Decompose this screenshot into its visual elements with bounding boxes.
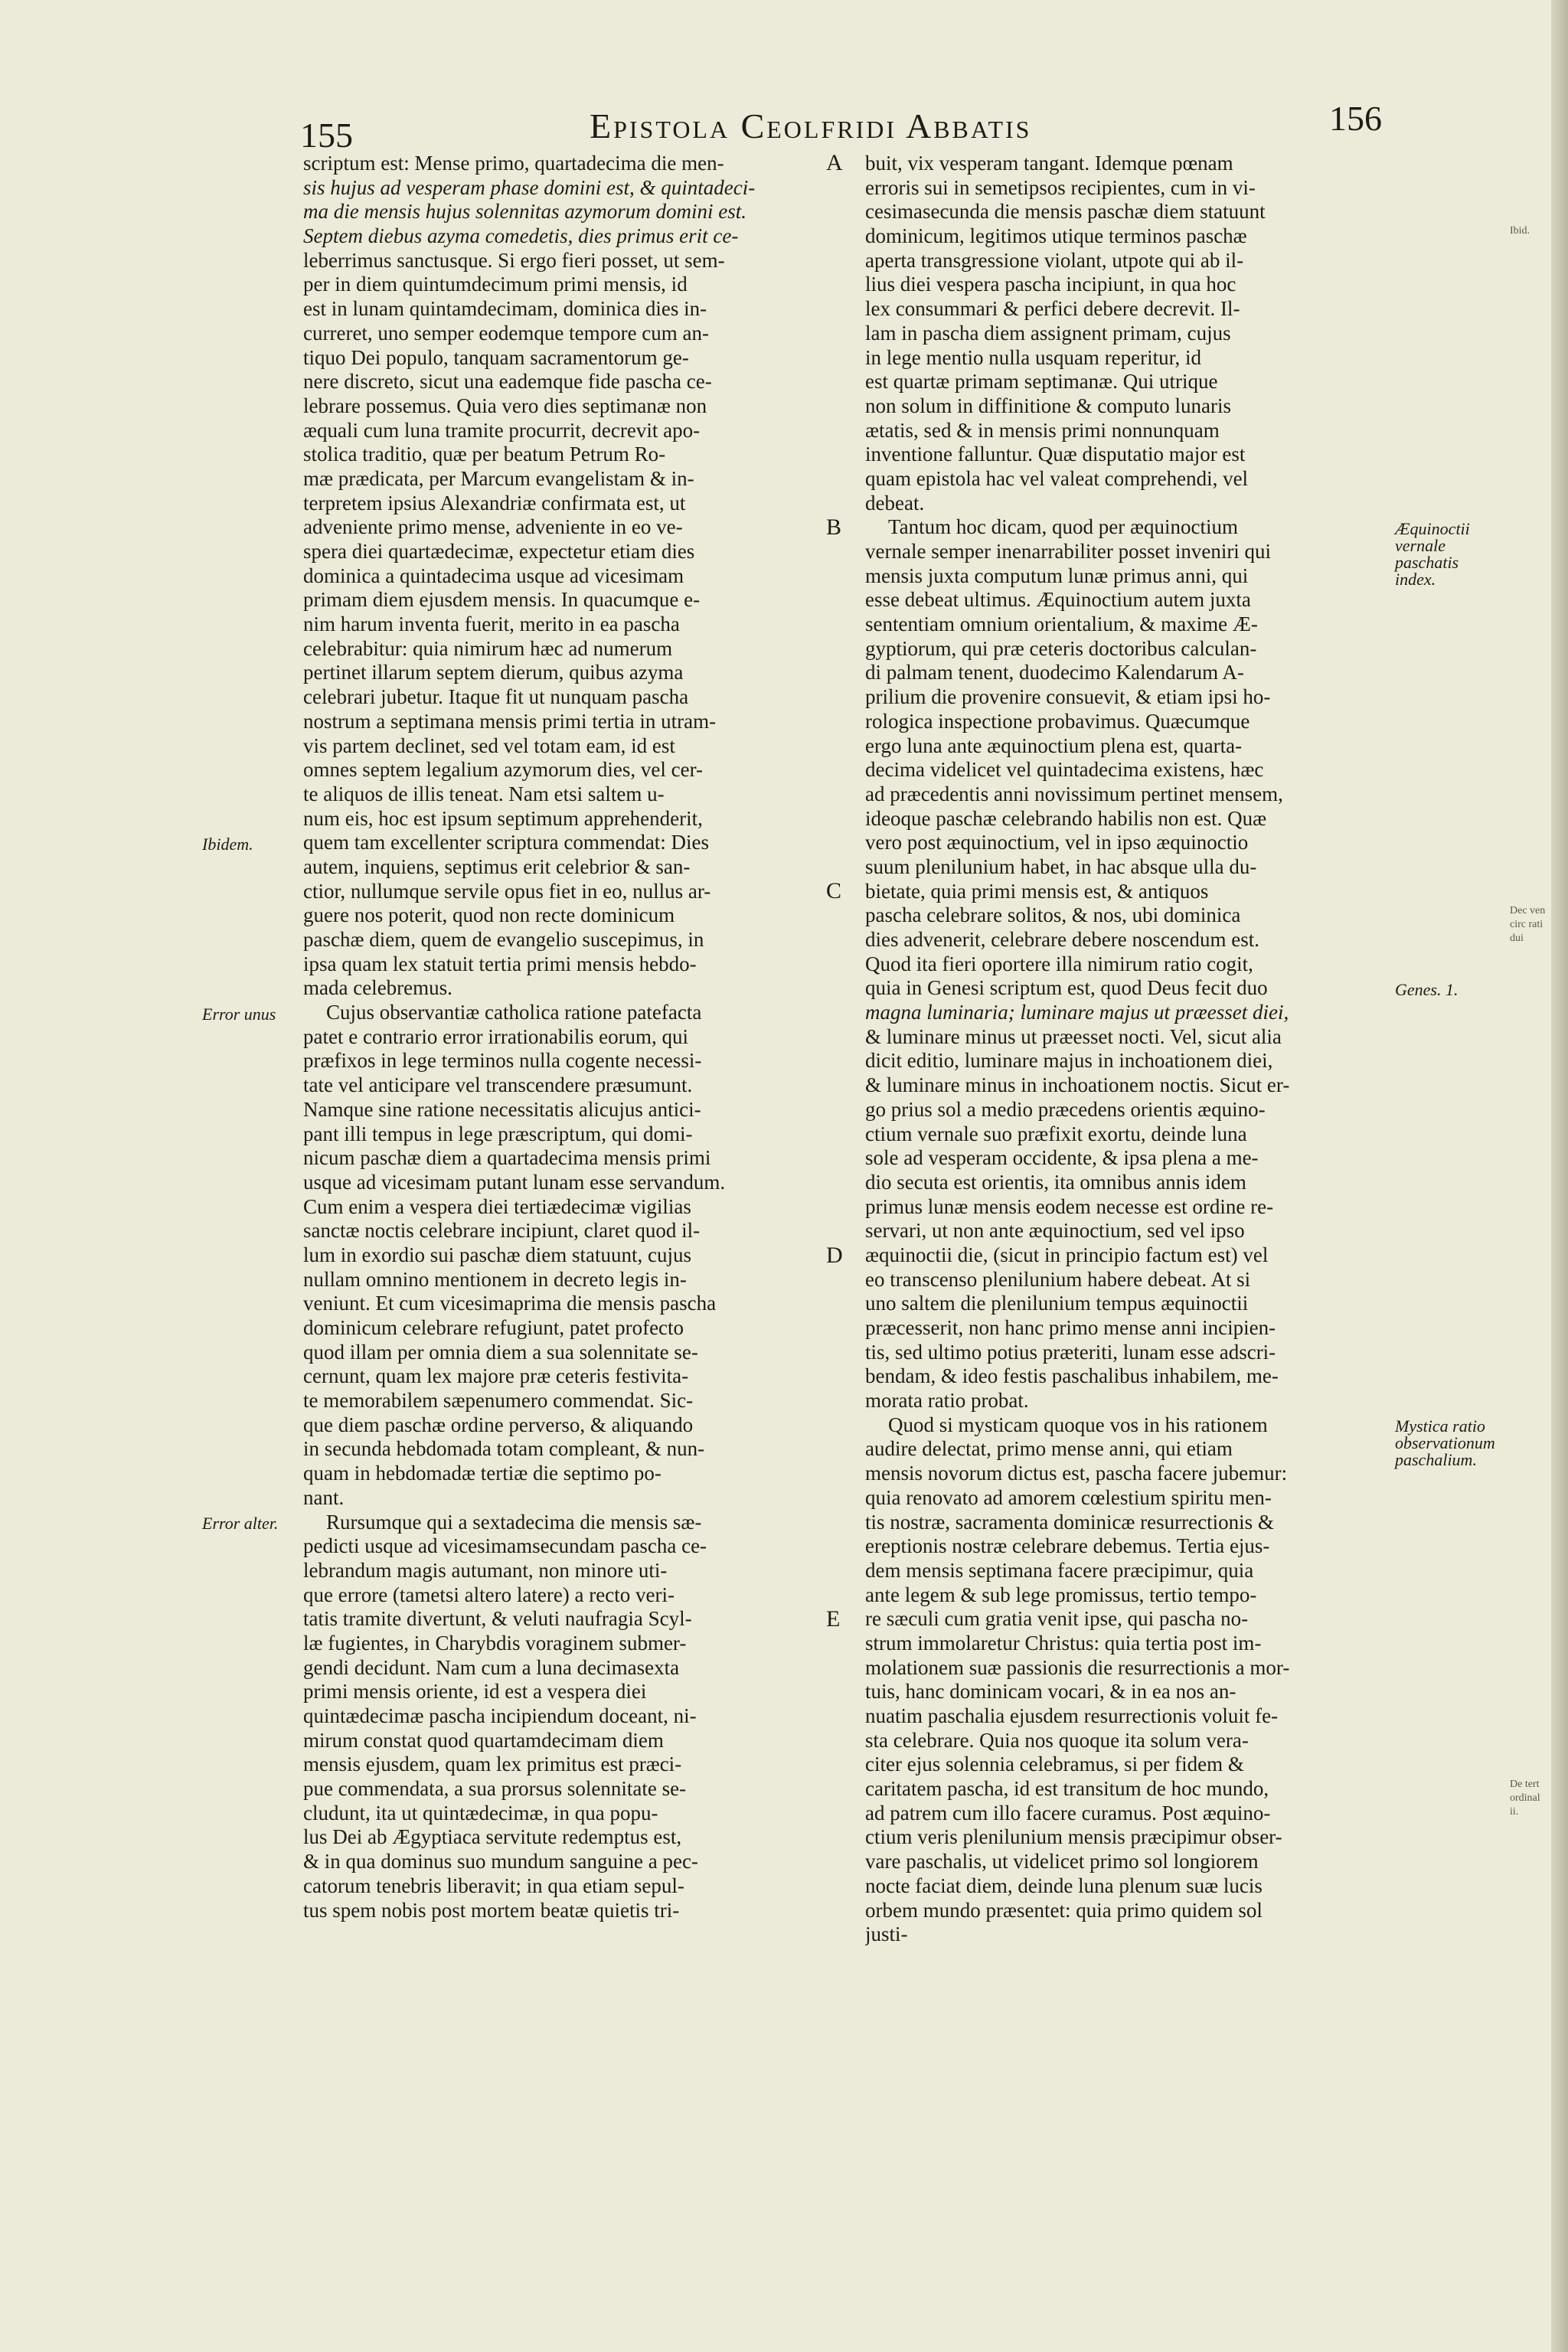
- text-line: quia in Genesi scriptum est, quod Deus fecit duo: [865, 976, 1268, 1000]
- text-line: tate vel anticipare vel transcendere præsumunt.: [303, 1073, 693, 1097]
- text-line: nant.: [303, 1485, 345, 1509]
- text-line: aperta transgressione violant, utpote qui ab il-: [865, 248, 1244, 272]
- text-line: præfixos in lege terminos nulla cogente necessi-: [303, 1049, 702, 1073]
- right-text-column: [865, 152, 1401, 1947]
- text-line: citer ejus solennia celebramus, si per fidem &: [865, 1753, 1244, 1776]
- running-title: Epistola Ceolfridi Abbatis: [590, 106, 1032, 145]
- text-line: lebrandum magis autumant, non minore uti-: [303, 1558, 668, 1582]
- text-line: pertinet illarum septem dierum, quibus azyma: [303, 661, 684, 684]
- text-line: veniunt. Et cum vicesimaprima die mensis pascha: [303, 1292, 717, 1315]
- text-line: nicum paschæ diem a quartadecima mensis primi: [303, 1146, 711, 1170]
- text-line: omnes septem legalium azymorum dies, vel cer-: [303, 758, 704, 782]
- right-margin-note: Genes. 1.: [1395, 979, 1459, 999]
- text-line: ctium veris plenilunium mensis præcipimur obser-: [865, 1825, 1282, 1849]
- text-line: adveniente primo mense, adveniente in eo ve-: [303, 515, 683, 539]
- text-line: servari, ut non ante æquinoctium, sed vel ipso: [865, 1219, 1245, 1243]
- text-line: & luminare minus in inchoationem noctis. Sicut er-: [865, 1073, 1290, 1097]
- text-line: nocte faciat diem, deinde luna plenum suæ lucis: [865, 1873, 1263, 1897]
- text-line: orbem mundo præsentet: quia primo quidem sol: [865, 1898, 1263, 1922]
- text-line: guere nos poterit, quod non recte dominicum: [303, 903, 675, 927]
- text-line: num eis, hoc est ipsum septimum apprehenderit,: [303, 806, 703, 830]
- text-line: catorum tenebris liberavit; in qua etiam sepul-: [303, 1873, 684, 1897]
- text-line: re sæculi cum gratia venit ipse, qui pascha no-: [865, 1607, 1249, 1631]
- text-line: quintædecimæ pascha incipiendum doceant, ni-: [303, 1704, 697, 1727]
- text-line: lebrare possemus. Quia vero dies septimanæ non: [303, 394, 707, 417]
- text-line: quam in hebdomadæ tertiæ die septimo po-: [303, 1462, 662, 1485]
- text-line: est quartæ primam septimanæ. Qui utrique: [865, 370, 1218, 394]
- text-line: pant illi tempus in lege præscriptum, qui domi-: [303, 1122, 693, 1145]
- text-line: stolica traditio, quæ per beatum Petrum Ro-: [303, 443, 666, 466]
- text-line: vero post æquinoctium, vel in ipso æquinoctio: [865, 831, 1249, 854]
- section-letter: B: [826, 514, 842, 540]
- text-line: tis nostræ, sacramenta dominicæ resurrectionis &: [865, 1510, 1274, 1534]
- text-line: lum in exordio sui paschæ diem statuunt, cujus: [303, 1243, 691, 1266]
- text-line: prilium die provenire consuevit, & etiam ipsi ho-: [865, 685, 1271, 709]
- right-margin-note: Æquinoctii vernale paschatis index.: [1395, 518, 1470, 589]
- text-line: eo transcenso plenilunium habere debeat. At si: [865, 1267, 1251, 1291]
- text-line: cernunt, quam lex majore præ ceteris festivita-: [303, 1364, 689, 1388]
- text-line: nim harum inventa fuerit, merito in ea pascha: [303, 612, 680, 636]
- text-line: te memorabilem sæpenumero commendat. Sic-: [303, 1389, 694, 1413]
- text-line: di palmam tenent, duodecimo Kalendarum A-: [865, 661, 1244, 684]
- text-line: per in diem quintumdecimum primi mensis, id: [303, 273, 688, 296]
- text-line: spera diei quartædecimæ, expectetur etiam dies: [303, 540, 695, 563]
- text-line: æquinoctii die, (sicut in principio factum est) vel: [865, 1243, 1269, 1266]
- right-page-number: 156: [1329, 99, 1382, 138]
- text-line: æquali cum luna tramite procurrit, decrevit apo-: [303, 418, 701, 442]
- text-line: bietate, quia primi mensis est, & antiquos: [865, 879, 1209, 903]
- text-line: lex consummari & perfici debere decrevit. Il-: [865, 297, 1240, 321]
- text-line: te aliquos de illis teneat. Nam etsi saltem u-: [303, 782, 665, 805]
- text-line: est in lunam quintamdecimam, dominica dies in-: [303, 297, 707, 321]
- text-line: esse debeat ultimus. Æquinoctium autem juxta: [865, 588, 1251, 612]
- text-line: que errore (tametsi altero latere) a recto veri-: [303, 1583, 675, 1606]
- text-line: non solum in diffinitione & computo lunaris: [865, 394, 1231, 417]
- text-line: mensis ejusdem, quam lex primitus est præci-: [303, 1753, 682, 1776]
- left-text-column: [303, 152, 827, 1922]
- text-line: dicit editio, luminare majus in inchoationem diei,: [865, 1049, 1273, 1073]
- text-line: autem, inquiens, septimus erit celebrior & san-: [303, 854, 691, 878]
- text-line: cesimasecunda die mensis paschæ diem statuunt: [865, 200, 1266, 224]
- text-line: ideoque paschæ celebrando habilis non est. Quæ: [865, 806, 1267, 830]
- right-margin-note: Mystica ratio observationum paschalium.: [1395, 1416, 1495, 1470]
- text-line: sententiam omnium orientalium, & maxime Æ-: [865, 612, 1258, 636]
- text-line: scriptum est: Mense primo, quartadecima die men-: [303, 152, 724, 175]
- text-line: terpretem ipsius Alexandriæ confirmata est, ut: [303, 491, 686, 514]
- gutter-fragment: De tert ordinal ii.: [1510, 1778, 1540, 1818]
- section-letter: C: [826, 878, 842, 903]
- text-line: patet e contrario error irrationabilis eorum, qui: [303, 1024, 689, 1048]
- text-line: vare paschalis, ut videlicet primo sol longiorem: [865, 1850, 1259, 1873]
- text-line: nostrum a septimana mensis primi tertia in utram-: [303, 709, 717, 733]
- gutter-fragment: Dec ven circ rati dui: [1510, 904, 1546, 944]
- page-edge: [1551, 0, 1568, 2352]
- text-line: mæ prædicata, per Marcum evangelistam & in-: [303, 466, 694, 490]
- text-line: tatis tramite divertunt, & veluti naufragia Scyl-: [303, 1607, 692, 1631]
- text-line: tis, sed ultimo potius præteriti, lunam esse adscri-: [865, 1340, 1276, 1364]
- text-line: suum plenilunium habet, in hac absque ulla du-: [865, 854, 1257, 878]
- text-line: primam diem ejusdem mensis. In quacumque e-: [303, 588, 701, 612]
- text-line: Tantum hoc dicam, quod per æquinoctium: [888, 515, 1239, 539]
- text-line: ereptionis nostræ celebrare debemus. Tertia ejus-: [865, 1534, 1270, 1558]
- text-line: justi-: [865, 1922, 908, 1946]
- text-line: ipsa quam lex statuit tertia primi mensis hebdo-: [303, 952, 697, 975]
- gutter-fragment: Ibid.: [1510, 225, 1530, 237]
- text-line: in lege mentio nulla usquam reperitur, id: [865, 345, 1202, 369]
- text-line: ergo luna ante æquinoctium plena est, quarta-: [865, 733, 1243, 757]
- text-line: strum immolaretur Christus: quia tertia post im-: [865, 1631, 1262, 1655]
- text-line: bendam, & ideo festis paschalibus inhabilem, me-: [865, 1364, 1279, 1388]
- text-line: pascha celebrare solitos, & nos, ubi dominica: [865, 903, 1241, 927]
- text-line: nullam omnino mentionem in decreto legis in-: [303, 1267, 687, 1291]
- text-line: in secunda hebdomada totam compleant, & nun-: [303, 1437, 705, 1461]
- text-line: Namque sine ratione necessitatis alicujus antici-: [303, 1097, 701, 1121]
- text-line: leberrimus sanctusque. Si ergo fieri posset, ut sem-: [303, 248, 725, 272]
- text-line: pue commendata, a sua prorsus solennitate se-: [303, 1777, 687, 1801]
- left-page-number: 155: [300, 116, 353, 155]
- text-line: dominicum, legitimos utique terminos paschæ: [865, 224, 1247, 248]
- text-line: dominicum celebrare refugiunt, patet profecto: [303, 1316, 684, 1339]
- text-line: vernale semper inenarrabiliter posset inveniri qui: [865, 540, 1272, 563]
- text-line: Cujus observantiæ catholica ratione patefacta: [326, 1001, 702, 1024]
- text-line: ætatis, sed & in mensis primi nonnunquam: [865, 418, 1220, 442]
- text-line: rologica inspectione probavimus. Quæcumque: [865, 709, 1250, 733]
- text-line: Rursumque qui a sextadecima die mensis sæ-: [326, 1510, 702, 1534]
- text-line: magna luminaria; luminare majus ut præesset diei,: [865, 1001, 1289, 1024]
- text-line: cludunt, ita ut quintædecimæ, in qua popu-: [303, 1801, 658, 1824]
- text-line: dio secuta est orientis, ita omnibus annis idem: [865, 1170, 1246, 1194]
- text-line: quam epistola hac vel valeat comprehendi, vel: [865, 466, 1249, 490]
- text-line: sole ad vesperam occidente, & ipsa plena a me-: [865, 1146, 1259, 1170]
- left-margin-note: Ibidem.: [202, 834, 253, 854]
- text-line: sanctæ noctis celebrare incipiunt, claret quod il-: [303, 1219, 701, 1243]
- left-margin-note: Error alter.: [202, 1514, 279, 1534]
- text-line: Cum enim a vespera diei tertiædecimæ vigilias: [303, 1194, 691, 1218]
- text-line: ad præcedentis anni novissimum pertinet mensem,: [865, 782, 1283, 805]
- text-line: læ fugientes, in Charybdis voraginem submer-: [303, 1631, 687, 1655]
- text-line: primi mensis oriente, id est a vespera diei: [303, 1680, 647, 1704]
- text-line: quod illam per omnia diem a sua solennitate se-: [303, 1340, 698, 1364]
- text-line: dies advenerit, celebrare debere noscendum est.: [865, 928, 1260, 951]
- text-line: Quod ita fieri oportere illa nimirum ratio cogit,: [865, 952, 1253, 975]
- text-line: primus lunæ mensis eodem necesse est ordine re-: [865, 1194, 1274, 1218]
- left-margin-note: Error unus: [202, 1004, 276, 1024]
- section-letter: D: [826, 1242, 843, 1268]
- text-line: usque ad vicesimam putant lunam esse servandum.: [303, 1170, 726, 1194]
- text-line: audire delectat, primo mense anni, qui etiam: [865, 1437, 1233, 1461]
- text-line: tuis, hanc dominicam vocari, & in ea nos an-: [865, 1680, 1236, 1704]
- text-line: molationem suæ passionis die resurrectionis a mor-: [865, 1655, 1290, 1679]
- text-line: quem tam excellenter scriptura commendat: Dies: [303, 831, 710, 854]
- text-line: nuatim paschalia ejusdem resurrectionis voluit fe-: [865, 1704, 1279, 1727]
- text-line: ante legem & sub lege promissus, tertio tempo-: [865, 1583, 1257, 1606]
- text-line: go prius sol a medio præcedens orientis æquino-: [865, 1097, 1266, 1121]
- section-letter: A: [826, 150, 843, 175]
- text-line: inventione falluntur. Quæ disputatio major est: [865, 443, 1246, 466]
- text-line: quia renovato ad amorem cœlestium spiritu men-: [865, 1485, 1272, 1509]
- text-line: sta celebrare. Quia nos quoque ita solum vera-: [865, 1728, 1249, 1752]
- text-line: decima videlicet vel quintadecima existens, hæc: [865, 758, 1264, 782]
- text-line: gendi decidunt. Nam cum a luna decimasexta: [303, 1655, 680, 1679]
- text-line: ad patrem cum illo facere curamus. Post æquino-: [865, 1801, 1271, 1824]
- text-line: celebrabitur: quia nimirum hæc ad numerum: [303, 636, 673, 660]
- text-line: Quod si mysticam quoque vos in his rationem: [888, 1413, 1268, 1436]
- text-line: Septem diebus azyma comedetis, dies primus erit ce-: [303, 224, 739, 248]
- text-line: tus spem nobis post mortem beatæ quietis tri-: [303, 1898, 680, 1922]
- text-line: paschæ diem, quem de evangelio suscepimus, in: [303, 928, 704, 951]
- text-line: erroris sui in semetipsos recipientes, cum in vi-: [865, 175, 1256, 199]
- text-line: mirum constat quod quartamdecimam diem: [303, 1728, 664, 1752]
- page-header: [0, 84, 1568, 153]
- text-line: dem mensis septimana facere præcipimur, quia: [865, 1558, 1254, 1582]
- text-line: pedicti usque ad vicesimamsecundam pascha ce-: [303, 1534, 707, 1558]
- text-line: præcesserit, non hanc primo mense anni incipien-: [865, 1316, 1276, 1339]
- text-line: buit, vix vesperam tangant. Idemque pœnam: [865, 152, 1233, 175]
- text-line: mensis juxta computum lunæ primus anni, qui: [865, 564, 1249, 587]
- text-line: lus Dei ab Ægyptiaca servitute redemptus est,: [303, 1825, 682, 1849]
- text-line: lam in pascha diem assignent primam, cujus: [865, 321, 1231, 345]
- text-line: dominica a quintadecima usque ad vicesimam: [303, 564, 684, 587]
- text-line: uno saltem die plenilunium tempus æquinoctii: [865, 1292, 1249, 1315]
- text-line: ctior, nullumque servile opus fiet in eo, nullus ar-: [303, 879, 711, 903]
- text-line: & in qua dominus suo mundum sanguine a pec-: [303, 1850, 698, 1873]
- section-letter: E: [826, 1606, 841, 1632]
- text-line: tiquo Dei populo, tanquam sacramentorum ge-: [303, 345, 689, 369]
- text-line: gyptiorum, qui præ ceteris doctoribus calculan-: [865, 636, 1257, 660]
- text-line: sis hujus ad vesperam phase domini est, & quintadeci-: [303, 175, 756, 199]
- text-line: mensis novorum dictus est, pascha facere jubemur:: [865, 1462, 1288, 1485]
- text-line: nere discreto, sicut una eademque fide pascha ce-: [303, 370, 712, 394]
- text-line: que diem paschæ ordine perverso, & aliquando: [303, 1413, 694, 1436]
- text-line: vis partem declinet, sed vel totam eam, id est: [303, 733, 675, 757]
- text-line: ma die mensis hujus solennitas azymorum domini est.: [303, 200, 746, 224]
- text-line: debeat.: [865, 491, 925, 514]
- text-line: morata ratio probat.: [865, 1389, 1029, 1413]
- text-line: caritatem pascha, id est transitum de hoc mundo,: [865, 1777, 1269, 1801]
- text-line: curreret, uno semper eodemque tempore cum an-: [303, 321, 710, 345]
- text-line: celebrari jubetur. Itaque fit ut nunquam pascha: [303, 685, 689, 709]
- text-line: & luminare minus ut præesset nocti. Vel, sicut alia: [865, 1024, 1282, 1048]
- text-line: lius diei vespera pascha incipiunt, in qua hoc: [865, 273, 1236, 296]
- text-line: ctium vernale suo præfixit exortu, deinde luna: [865, 1122, 1247, 1145]
- text-line: mada celebremus.: [303, 976, 452, 1000]
